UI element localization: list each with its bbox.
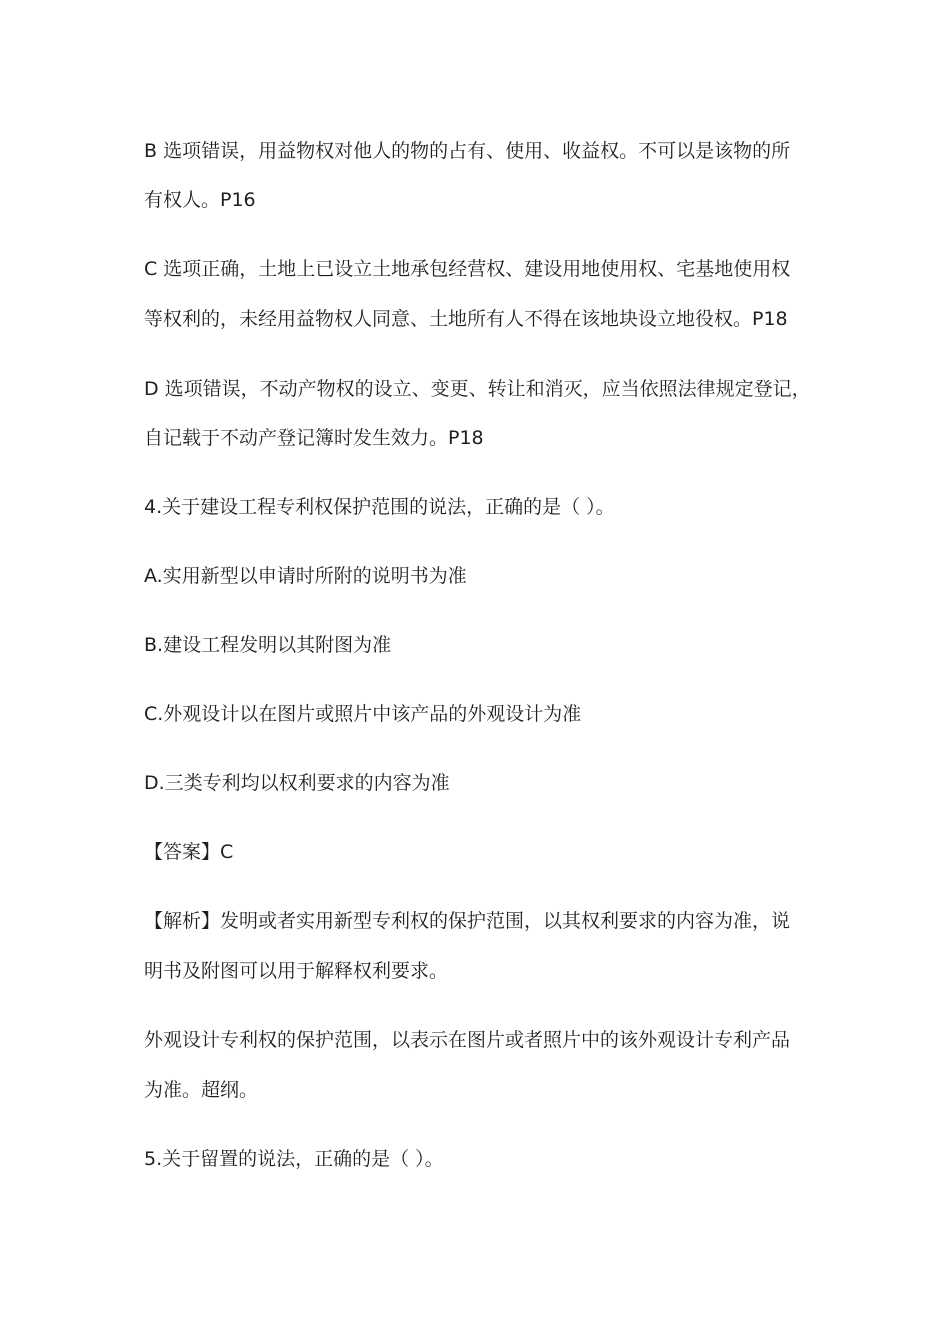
question-4-analysis-line-2: 明书及附图可以用于解释权利要求。 [144,960,449,982]
question-4-extra-line-2: 为准。超纲。 [144,1079,259,1101]
question-4-stem: 4.关于建设工程专利权保护范围的说法，正确的是（ ）。 [144,496,615,518]
c-explanation-line-1: C 选项正确，土地上已设立土地承包经营权、建设用地使用权、宅基地使用权 [144,258,791,280]
question-4-extra-line-1: 外观设计专利权的保护范围，以表示在图片或者照片中的该外观设计专利产品 [144,1029,791,1051]
question-4-option-b: B.建设工程发明以其附图为准 [144,634,392,656]
question-4-analysis-line-1: 【解析】发明或者实用新型专利权的保护范围，以其权利要求的内容为准，说 [144,910,791,932]
question-5-stem: 5.关于留置的说法，正确的是（ ）。 [144,1148,444,1170]
question-4-option-c: C.外观设计以在图片或照片中该产品的外观设计为准 [144,703,582,725]
c-explanation-line-2: 等权利的，未经用益物权人同意、土地所有人不得在该地块设立地役权。P18 [144,308,788,330]
question-4-option-a: A.实用新型以申请时所附的说明书为准 [144,565,467,587]
d-explanation-line-1: D 选项错误，不动产物权的设立、变更、转让和消灭，应当依照法律规定登记， [144,378,811,400]
question-4-answer: 【答案】C [144,841,234,863]
b-explanation-line-1: B 选项错误，用益物权对他人的物的占有、使用、收益权。不可以是该物的所 [144,140,791,162]
d-explanation-line-2: 自记载于不动产登记簿时发生效力。P18 [144,427,484,449]
b-explanation-line-2: 有权人。P16 [144,189,256,211]
question-4-option-d: D.三类专利均以权利要求的内容为准 [144,772,450,794]
